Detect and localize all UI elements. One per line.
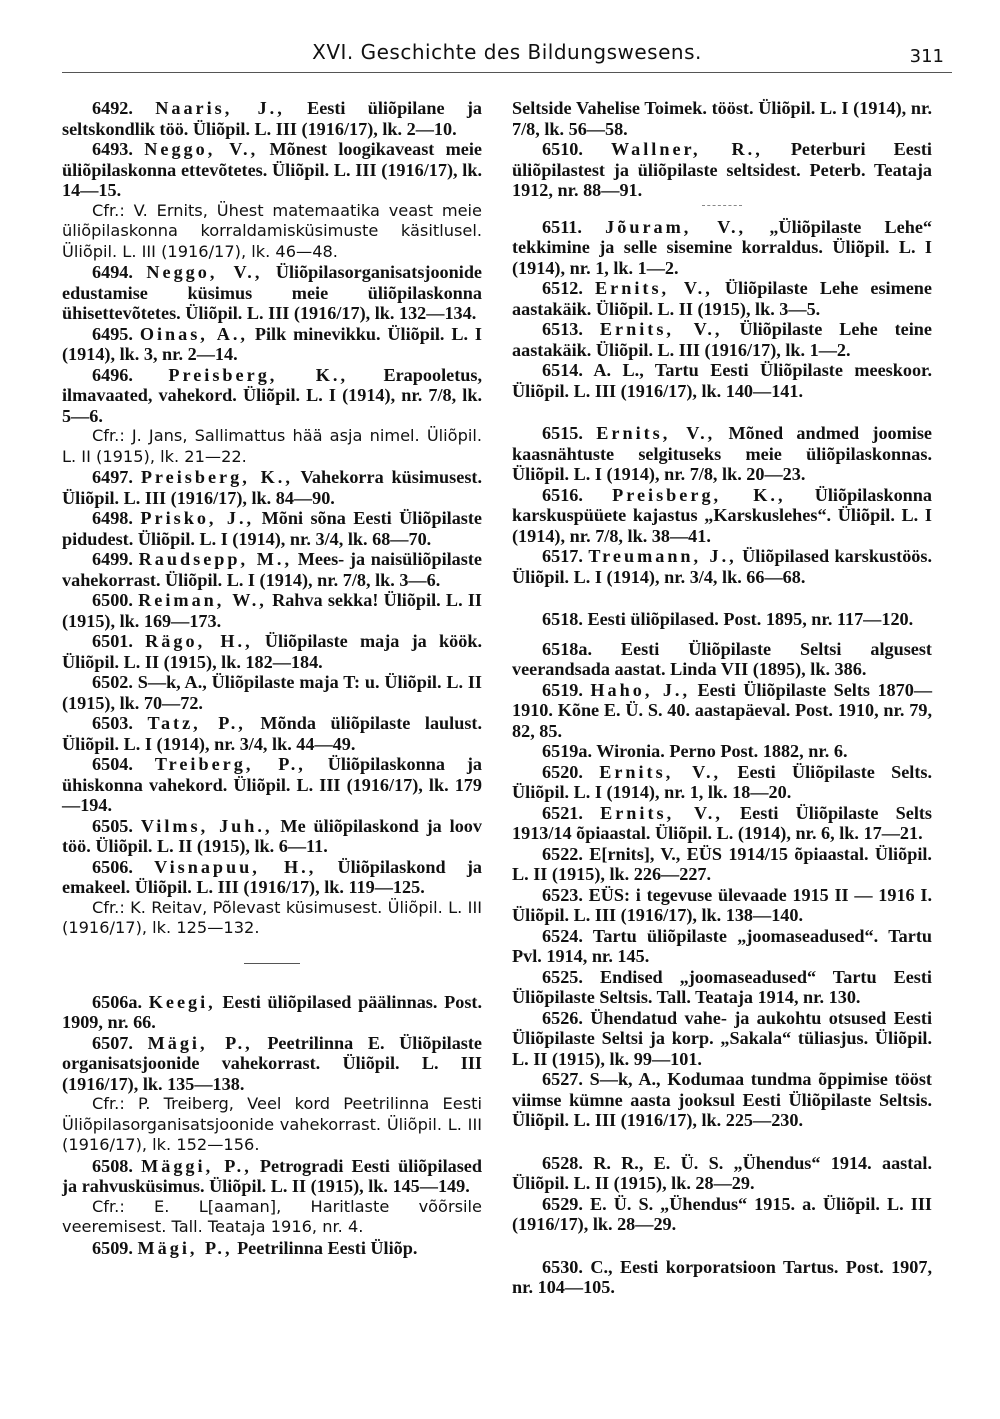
entry-author: Prisko, J., xyxy=(140,508,255,528)
cross-reference: Cfr.: V. Ernits, Ühest matemaatika veast meie üliõpilaskonna korraldamisküsimuste käsitlusel. Üliõpil. L. III (1916/17), lk. 46—48. xyxy=(62,200,482,261)
entry-6501: 6501. Rägo, H., Üliõpilaste maja ja köök. Üliõpil. L. II (1915), lk. 182—184. xyxy=(62,631,482,672)
entry-6530: 6530. C., Eesti korporatsioon Tartus. Post. 1907, nr. 104—105. xyxy=(512,1256,932,1297)
entry-6495: 6495. Oinas, A., Pilk minevikku. Üliõpil. L. I (1914), lk. 3, nr. 2—14. xyxy=(62,323,483,364)
entry-6498: 6498. Prisko, J., Mõni sõna Eesti Üliõpilaste pidudest. Üliõpil. L. I (1914), nr. 3/4, lk. 68—70. xyxy=(62,508,482,549)
entry-6503: 6503. Tatz, P., Mõnda üliõpilaste laulust. Üliõpil. L. I (1914), nr. 3/4, lk. 44—49. xyxy=(62,713,483,754)
entry-author: Ernits, V., xyxy=(600,802,723,823)
entry-author: A. L., xyxy=(593,360,644,380)
entry-author: Mägi, P., xyxy=(137,1237,233,1258)
entry-6506a: 6506a. Keegi, Eesti üliõpilased päälinnas. Post. 1909, nr. 66. xyxy=(62,991,483,1032)
running-title: XVI. Geschichte des Bildungswesens. xyxy=(312,40,702,64)
entry-author: Visnapuu, H., xyxy=(154,856,317,877)
entry-author: Preisberg, K., xyxy=(612,484,786,505)
entry-author: Treumann, J., xyxy=(588,546,737,566)
entry-6500: 6500. Reiman, W., Rahva sekka! Üliõpil. L. II (1915), lk. 169—173. xyxy=(62,590,483,631)
spacer xyxy=(512,1235,932,1257)
entry-author: Naaris, J., xyxy=(155,98,285,118)
entry-author: Mäggi, P., xyxy=(141,1155,252,1176)
page-number: 311 xyxy=(909,46,944,67)
entry-author: Wallner, R., xyxy=(610,139,763,159)
entry-author: S—k, A., xyxy=(589,1069,661,1089)
entry-6524: 6524. Tartu üliõpilaste „joomaseadused“. Tartu Pvl. 1914, nr. 145. xyxy=(512,925,932,966)
entry-author: Oinas, A., xyxy=(139,323,248,344)
entry-author: Vilms, Juh., xyxy=(140,815,273,836)
entry-author: Tatz, P., xyxy=(147,713,246,733)
cross-reference: Cfr.: J. Jans, Sallimattus hää asja nimel. Üliõpil. L. II (1915), lk. 21—22. xyxy=(62,426,482,466)
entry-author: Keegi, xyxy=(148,991,216,1012)
cross-reference: Cfr.: P. Treiberg, Veel kord Peetrilinna Eesti Üliõpilasorganisatsjoonide vahekorrast. Üliõpil. L. III (1916/17), lk. 152—156. xyxy=(62,1094,482,1154)
entry-6519: 6519. Haho, J., Eesti Üliõpilaste Selts 1870—1910. Kõne E. Ü. S. 40. aastapäeval. Post. 1910, nr. 79, 82, 85. xyxy=(512,679,933,741)
entry-6504: 6504. Treiberg, P., Üliõpilaskonna ja ühiskonna vahekord. Üliõpil. L. III (1916/17), lk. 179—194. xyxy=(62,754,482,815)
entry-author: Reiman, W., xyxy=(138,590,267,610)
entry-6505: 6505. Vilms, Juh., Me üliõpilaskond ja loov töö. Üliõpil. L. II (1915), lk. 6—11. xyxy=(62,815,482,856)
entry-6510: 6510. Wallner, R., Peterburi Eesti üliõpilastest ja üliõpilaste seltsidest. Peterb. Teataja 1912, nr. 88—91. xyxy=(512,139,932,200)
left-column xyxy=(62,98,482,1258)
entry-author: S—k, A., xyxy=(137,672,207,692)
entry-6507: 6507. Mägi, P., Peetrilinna E. Üliõpilaste organisatsjoonide vahekorrast. Üliõpil. L. III (1916/17), lk. 135—138. xyxy=(62,1032,482,1094)
entry-6521: 6521. Ernits, V., Eesti Üliõpilaste Selts 1913/14 õpiaastal. Üliõpil. L. (1914), nr. 6, lk. 17—21. xyxy=(512,802,933,843)
entry-author: Mägi, P., xyxy=(147,1032,253,1053)
entry-6518: 6518. Eesti üliõpilased. Post. 1895, nr. 117—120. xyxy=(542,609,914,629)
entry-6512: 6512. Ernits, V., Üliõpilaste Lehe esimene aastakäik. Üliõpil. L. II (1915), lk. 3—5. xyxy=(512,278,932,319)
running-header xyxy=(62,38,952,73)
cross-reference: Cfr.: K. Reitav, Põlevast küsimusest. Üliõpil. L. III (1916/17), lk. 125—132. xyxy=(62,897,482,937)
entry-6499: 6499. Raudsepp, M., Mees- ja naisüliõpilaste vahekorrast. Üliõpil. L. I (1914), nr. 7/8, lk. 3—6. xyxy=(62,549,482,590)
entry-author: Preisberg, K., xyxy=(168,364,349,385)
entry-6497: 6497. Preisberg, K., Vahekorra küsimusest. Üliõpil. L. III (1916/17), lk. 84—90. xyxy=(62,467,483,508)
entry-6502: 6502. S—k, A., Üliõpilaste maja T: u. Üliõpil. L. II (1915), lk. 70—72. xyxy=(62,672,482,713)
entry-6494: 6494. Neggo, V., Üliõpilasorganisatsjoonide edustamise küsimus meie üliõpilaskonna ühisettevõtetes. Üliõpil. L. III (1916/17), lk. 132—134. xyxy=(62,262,483,323)
entry-6527: 6527. S—k, A., Kodumaa tundma õppimise tööst viimse kümne aasta jooksul Eesti Üliõpilaste Seltsis. Üliõpil. L. III (1916/17), lk. 225—230. xyxy=(512,1069,932,1130)
ornament-divider xyxy=(702,205,742,207)
entry-6522: 6522. E[rnits], V., EÜS 1914/15 õpiaastal. Üliõpil. L. II (1915), lk. 226—227. xyxy=(512,843,932,884)
entry-6492: 6492. Naaris, J., Eesti üliõpilane ja seltskondlik töö. Üliõpil. L. III (1916/17), lk. 2—10. xyxy=(62,98,483,139)
entry-author: Preisberg, K., xyxy=(140,467,293,487)
entry-author: Ernits, V., xyxy=(595,278,713,298)
entry-6520: 6520. Ernits, V., Eesti Üliõpilaste Selts. Üliõpil. L. I (1914), nr. 1, lk. 18—20. xyxy=(512,761,933,802)
entry-author: Jõuram, V., xyxy=(605,216,747,237)
entry-6525: 6525. Endised „joomaseadused“ Tartu Eesti Üliõpilaste Seltsis. Tall. Teataja 1914, nr. 130. xyxy=(512,966,932,1007)
entry-author: E[rnits], V., xyxy=(589,843,681,864)
entry-6528: 6528. R. R., E. Ü. S. „Ühendus“ 1914. aastal. Üliõpil. L. II (1915), lk. 28—29. xyxy=(512,1152,932,1193)
entry-author: Neggo, V., xyxy=(146,262,263,282)
entry-author: Ernits, V., xyxy=(599,761,722,782)
entry-6493: 6493. Neggo, V., Mõnest loogikaveast meie üliõpilaskonna ettevõtetes. Üliõpil. L. III (1916/17), lk. 14—15. xyxy=(62,139,482,200)
entry-author: Ernits, V., xyxy=(596,423,716,443)
entry-author: Haho, J., xyxy=(590,679,691,700)
cross-reference: Cfr.: E. L[aaman], Haritlaste võõrsile veeremisest. Tall. Teataja 1916, nr. 4. xyxy=(62,1196,482,1236)
entry-6523: 6523. EÜS: i tegevuse ülevaade 1915 II — 1916 I. Üliõpil. L. III (1916/17), lk. 138—140. xyxy=(512,884,932,925)
entry-author: Rägo, H., xyxy=(145,631,253,651)
spacer xyxy=(512,630,932,639)
entry-6529: 6529. E. Ü. S. „Ühendus“ 1915. a. Üliõpil. L. III (1916/17), lk. 28—29. xyxy=(512,1193,932,1234)
spacer xyxy=(512,401,932,423)
entry-6515: 6515. Ernits, V., Mõned andmed joomise kaasnähtuste selgituseks meie üliõpilaskonnas. Üliõpil. L. I (1914), nr. 7/8, lk. 20—23. xyxy=(512,423,932,484)
entry-6511: 6511. Jõuram, V., „Üliõpilaste Lehe“ tekkimine ja selle sisemine korraldus. Üliõpil. L. I (1914), nr. 1, lk. 1—2. xyxy=(512,216,932,278)
entry-continuation: Seltside Vahelise Toimek. tööst. Üliõpil. L. I (1914), nr. 7/8, lk. 56—58. xyxy=(512,98,932,139)
spacer xyxy=(512,1131,932,1153)
entry-6516: 6516. Preisberg, K., Üliõpilaskonna karskuspüüete kajastus „Karskuslehes“. Üliõpil. L. I (1914), nr. 7/8, lk. 38—41. xyxy=(512,484,932,546)
entry-6508: 6508. Mäggi, P., Petrogradi Eesti üliõpilased ja rahvusküsimus. Üliõpil. L. II (1915), lk. 145—149. xyxy=(62,1155,482,1196)
entry-6526: 6526. Ühendatud vahe- ja aukohtu otsused Eesti Üliõpilaste Seltsi ja korp. „Sakala“ tüliasjus. Üliõpil. L. II (1915), lk. 99—101. xyxy=(512,1007,932,1069)
entry-author: Treiberg, P., xyxy=(154,754,306,774)
entry-6517: 6517. Treumann, J., Üliõpilased karskustöös. Üliõpil. L. I (1914), nr. 3/4, lk. 66—68. xyxy=(512,546,933,587)
entry-6496: 6496. Preisberg, K., Erapooletus, ilmavaated, vahekord. Üliõpil. L. I (1914), nr. 7/8, lk. 5—6. xyxy=(62,364,483,426)
entry-6514: 6514. A. L., Tartu Eesti Üliõpilaste meeskoor. Üliõpil. L. III (1916/17), lk. 140—141. xyxy=(512,360,933,401)
entry-6518a: 6518a. Eesti Üliõpilaste Seltsi algusest veerandsada aastat. Linda VII (1895), lk. 386. xyxy=(512,638,932,679)
spacer xyxy=(512,587,932,609)
entry-author: Ernits, V., xyxy=(599,319,723,339)
entry-author: Raudsepp, M., xyxy=(138,549,293,569)
entry-6509: 6509. Mägi, P., Peetrilinna Eesti Üliõp. xyxy=(92,1237,418,1258)
entry-6506: 6506. Visnapuu, H., Üliõpilaskond ja emakeel. Üliõpil. L. III (1916/17), lk. 119—125. xyxy=(62,856,482,897)
entry-6513: 6513. Ernits, V., Üliõpilaste Lehe teine aastakäik. Üliõpil. L. III (1916/17), lk. 1—2. xyxy=(512,319,932,360)
entry-author: Neggo, V., xyxy=(144,139,259,159)
right-column xyxy=(512,98,932,1298)
entry-6519a: 6519a. Wironia. Perno Post. 1882, nr. 6. xyxy=(542,741,848,761)
section-divider xyxy=(244,963,300,964)
